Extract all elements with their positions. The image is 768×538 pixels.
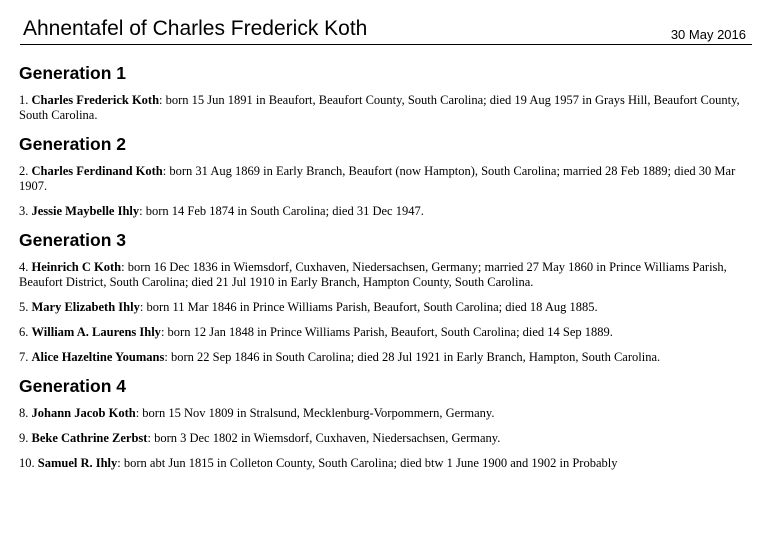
ancestor-entry <box>19 260 754 290</box>
entry-number: 9. <box>19 431 32 445</box>
ancestor-entry <box>19 456 754 471</box>
generation-heading: Generation 3 <box>19 230 126 250</box>
entry-number: 5. <box>19 300 32 314</box>
report-header <box>20 14 752 45</box>
generation-heading: Generation 1 <box>19 63 126 83</box>
ancestor-entry <box>19 350 754 365</box>
generation-section <box>19 229 754 365</box>
ancestor-details: : born 15 Nov 1809 in Stralsund, Mecklenburg-Vorpommern, Germany. <box>135 406 495 420</box>
entry-number: 6. <box>19 325 32 339</box>
ahnentafel-body <box>19 62 754 481</box>
ancestor-entry <box>19 204 754 219</box>
ancestor-name: Heinrich C Koth <box>31 260 122 274</box>
ancestor-entry <box>19 164 754 194</box>
ancestor-name: Charles Frederick Koth <box>31 93 160 107</box>
ancestor-details: : born 12 Jan 1848 in Prince Williams Parish, Beaufort, South Carolina; died 14 Sep 1889. <box>160 325 613 339</box>
ancestor-name: Samuel R. Ihly <box>37 456 118 470</box>
ancestor-name: Alice Hazeltine Youmans <box>31 350 165 364</box>
generation-heading: Generation 4 <box>19 376 126 396</box>
ancestor-entry <box>19 93 754 123</box>
ancestor-details: : born abt Jun 1815 in Colleton County, South Carolina; died btw 1 June 1900 and 1902 in Probably <box>117 456 618 470</box>
generation-section <box>19 62 754 123</box>
report-date: 30 May 2016 <box>670 27 746 42</box>
ancestor-name: William A. Laurens Ihly <box>31 325 161 339</box>
ancestor-name: Jessie Maybelle Ihly <box>31 204 140 218</box>
entry-number: 8. <box>19 406 32 420</box>
entry-number: 2. <box>19 164 32 178</box>
ancestor-details: : born 22 Sep 1846 in South Carolina; died 28 Jul 1921 in Early Branch, Hampton, South Carolina. <box>164 350 661 364</box>
ancestor-entry <box>19 406 754 421</box>
report-title: Ahnentafel of Charles Frederick Koth <box>23 17 368 40</box>
ancestor-name: Mary Elizabeth Ihly <box>31 300 140 314</box>
entry-number: 10. <box>19 456 38 470</box>
ancestor-details: : born 31 Aug 1869 in Early Branch, Beaufort (now Hampton), South Carolina; married 28 Feb 1889; died 30 Mar 1907. <box>19 164 736 193</box>
ancestor-name: Beke Cathrine Zerbst <box>31 431 148 445</box>
ancestor-entry <box>19 325 754 340</box>
ancestor-name: Charles Ferdinand Koth <box>31 164 163 178</box>
generation-section <box>19 375 754 471</box>
entry-number: 4. <box>19 260 32 274</box>
entry-number: 7. <box>19 350 32 364</box>
generation-heading: Generation 2 <box>19 134 126 154</box>
ancestor-entry <box>19 431 754 446</box>
generation-section <box>19 133 754 219</box>
entry-number: 3. <box>19 204 32 218</box>
ancestor-details: : born 14 Feb 1874 in South Carolina; died 31 Dec 1947. <box>139 204 424 218</box>
ancestor-name: Johann Jacob Koth <box>31 406 136 420</box>
ancestor-details: : born 11 Mar 1846 in Prince Williams Parish, Beaufort, South Carolina; died 18 Aug 1885. <box>139 300 598 314</box>
ancestor-details: : born 3 Dec 1802 in Wiemsdorf, Cuxhaven, Niedersachsen, Germany. <box>147 431 501 445</box>
ancestor-details: : born 15 Jun 1891 in Beaufort, Beaufort County, South Carolina; died 19 Aug 1957 in Grays Hill, Beaufort County, South Carolina. <box>19 93 740 122</box>
ancestor-details: : born 16 Dec 1836 in Wiemsdorf, Cuxhaven, Niedersachsen, Germany; married 27 May 1860 in Prince Williams Parish, Beaufort District, South Carolina; died 21 Jul 1910 in Early Branch, Hampton County, South Carolina. <box>19 260 727 289</box>
entry-number: 1. <box>19 93 32 107</box>
ancestor-entry <box>19 300 754 315</box>
